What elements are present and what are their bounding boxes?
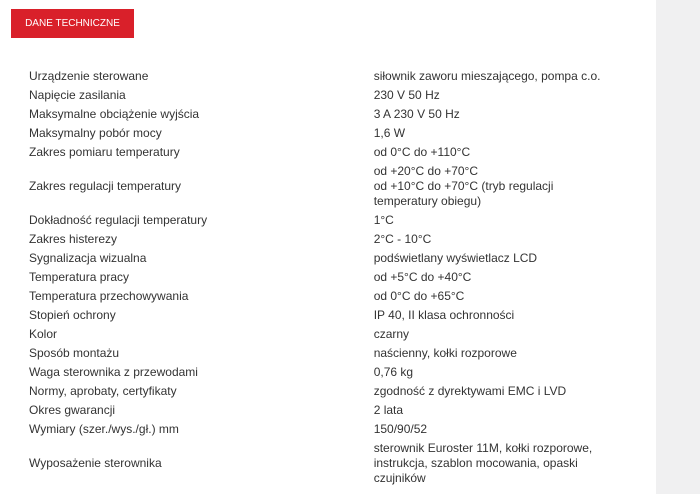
spec-label: Kolor	[29, 327, 58, 341]
spec-value-line: temperatury obiegu)	[373, 194, 482, 208]
spec-row	[25, 268, 645, 287]
spec-value	[370, 86, 645, 105]
spec-value-line: czujników	[373, 471, 426, 485]
spec-row	[25, 287, 645, 306]
spec-row	[25, 363, 645, 382]
spec-label: Urządzenie sterowane	[29, 69, 149, 83]
right-side-panel	[656, 0, 700, 494]
spec-label: Maksymalne obciążenie wyjścia	[29, 107, 200, 121]
spec-label: Temperatura przechowywania	[29, 289, 189, 303]
spec-value-line: czarny	[373, 327, 410, 341]
spec-value-line: od +5°C do +40°C	[373, 270, 472, 284]
spec-value-line: siłownik zaworu mieszającego, pompa c.o.	[373, 69, 601, 83]
spec-row	[25, 86, 645, 105]
spec-value-line: 230 V 50 Hz	[373, 88, 440, 102]
spec-value-line: 1,6 W	[373, 126, 406, 140]
spec-row	[25, 105, 645, 124]
spec-value	[370, 268, 645, 287]
specs-table-body	[25, 67, 645, 488]
spec-value	[370, 363, 645, 382]
spec-value-line: od +10°C do +70°C (tryb regulacji	[373, 179, 554, 193]
spec-value	[370, 143, 645, 162]
spec-row	[25, 230, 645, 249]
spec-value-line: podświetlany wyświetlacz LCD	[373, 251, 538, 265]
spec-row	[25, 401, 645, 420]
spec-value-line: 2°C - 10°C	[373, 232, 432, 246]
spec-value	[370, 249, 645, 268]
spec-row	[25, 143, 645, 162]
spec-value-line: naścienny, kołki rozporowe	[373, 346, 517, 360]
spec-value	[370, 439, 645, 488]
spec-label: Normy, aprobaty, certyfikaty	[29, 384, 177, 398]
spec-label: Zakres pomiaru temperatury	[29, 145, 180, 159]
spec-value-line: zgodność z dyrektywami EMC i LVD	[373, 384, 567, 398]
spec-label: Wymiary (szer./wys./gł.) mm	[29, 422, 179, 436]
spec-row	[25, 162, 645, 211]
specs-table	[25, 67, 645, 488]
spec-row	[25, 249, 645, 268]
tab-technical-data[interactable]: DANE TECHNICZNE	[11, 9, 134, 38]
spec-value	[370, 124, 645, 143]
spec-value	[370, 105, 645, 124]
spec-label: Zakres regulacji temperatury	[29, 179, 182, 193]
spec-label: Wyposażenie sterownika	[29, 456, 162, 470]
spec-value-line: od 0°C do +110°C	[373, 145, 471, 159]
spec-value-line: 3 A 230 V 50 Hz	[373, 107, 460, 121]
spec-label: Dokładność regulacji temperatury	[29, 213, 208, 227]
spec-value-line: 1°C	[373, 213, 394, 227]
spec-row	[25, 211, 645, 230]
spec-row	[25, 306, 645, 325]
spec-label: Sposób montażu	[29, 346, 120, 360]
spec-value	[370, 306, 645, 325]
spec-row	[25, 67, 645, 86]
spec-value	[370, 230, 645, 249]
spec-label: Sygnalizacja wizualna	[29, 251, 147, 265]
spec-value-line: sterownik Euroster 11M, kołki rozporowe,	[373, 441, 593, 455]
spec-value	[370, 67, 645, 86]
spec-value	[370, 420, 645, 439]
spec-label: Stopień ochrony	[29, 308, 116, 322]
spec-row	[25, 124, 645, 143]
spec-value-line: od +20°C do +70°C	[373, 164, 479, 178]
spec-value	[370, 162, 645, 211]
spec-value-line: instrukcja, szablon mocowania, opaski	[373, 456, 578, 470]
spec-value-line: 0,76 kg	[373, 365, 414, 379]
spec-label: Maksymalny pobór mocy	[29, 126, 162, 140]
spec-label: Temperatura pracy	[29, 270, 130, 284]
spec-value	[370, 325, 645, 344]
spec-value	[370, 401, 645, 420]
spec-value	[370, 382, 645, 401]
spec-value	[370, 287, 645, 306]
spec-label: Napięcie zasilania	[29, 88, 126, 102]
spec-label: Okres gwarancji	[29, 403, 116, 417]
spec-row	[25, 344, 645, 363]
spec-value-line: od 0°C do +65°C	[373, 289, 465, 303]
spec-row	[25, 382, 645, 401]
spec-row	[25, 420, 645, 439]
spec-row	[25, 439, 645, 488]
spec-value	[370, 211, 645, 230]
spec-label: Zakres histerezy	[29, 232, 118, 246]
spec-value-line: 2 lata	[373, 403, 404, 417]
spec-row	[25, 325, 645, 344]
spec-value	[370, 344, 645, 363]
spec-value-line: IP 40, II klasa ochronności	[373, 308, 515, 322]
spec-label: Waga sterownika z przewodami	[29, 365, 198, 379]
spec-value-line: 150/90/52	[373, 422, 428, 436]
